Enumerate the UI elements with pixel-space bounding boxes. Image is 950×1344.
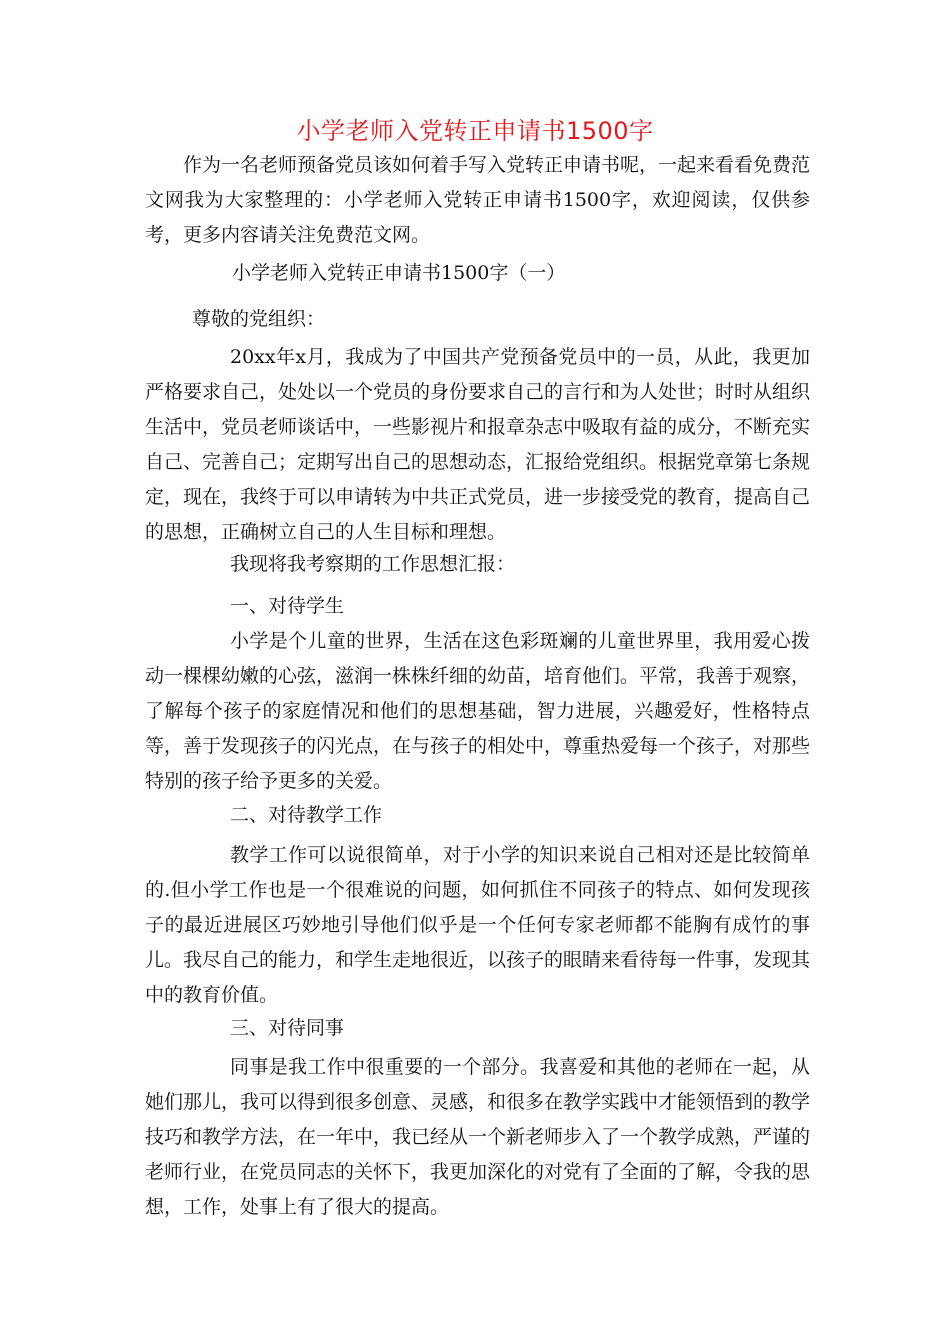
document-title: 小学老师入党转正申请书1500字 — [296, 117, 654, 145]
salutation: 尊敬的党组织： — [192, 308, 326, 330]
report-intro: 我现将我考察期的工作思想汇报： — [230, 553, 516, 575]
paragraph-2: 小学是个儿童的世界，生活在这色彩斑斓的儿童世界里，我用爱心拨动一棵棵幼嫩的心弦，滋润一株株纤细的幼苗，培育他们。平常，我善于观察，了解每个孩子的家庭情况和他们的思想基础，智力进展，兴趣爱好，性格特点等，善于发现孩子的闪光点，在与孩子的相处中，尊重热爱每一个孩子，对那些特别的孩子给予更多的关爱。 — [145, 630, 811, 792]
heading-colleagues: 三、对待同事 — [230, 1017, 345, 1039]
paragraph-1: 20xx年x月，我成为了中国共产党预备党员中的一员，从此，我更加严格要求自己，处处以一个党员的身份要求自己的言行和为人处世；时时从组织生活中，党员老师谈话中，一些影视片和报章杂志中吸取有益的成分，不断充实自己、完善自己；定期写出自己的思想动态，汇报给党组织。根据党章第七条规定，现在，我终于可以申请转为中共正式党员，进一步接受党的教育，提高自己的思想，正确树立自己的人生目标和理想。 — [145, 346, 811, 543]
heading-teaching: 二、对待教学工作 — [230, 804, 383, 826]
intro-paragraph: 作为一名老师预备党员该如何着手写入党转正申请书呢，一起来看看免费范文网我为大家整理的：小学老师入党转正申请书1500字，欢迎阅读，仅供参考，更多内容请关注免费范文网。 — [145, 154, 811, 246]
heading-students: 一、对待学生 — [230, 595, 345, 617]
paragraph-3: 教学工作可以说很简单，对于小学的知识来说自己相对还是比较简单的.但小学工作也是一个很难说的问题，如何抓住不同孩子的特点、如何发现孩子的最近进展区巧妙地引导他们似乎是一个任何专家老师都不能胸有成竹的事儿。我尽自己的能力，和学生走地很近，以孩子的眼睛来看待每一件事，发现其中的教育价值。 — [145, 844, 811, 1006]
section-subtitle: 小学老师入党转正申请书1500字（一） — [232, 262, 566, 284]
paragraph-4: 同事是我工作中很重要的一个部分。我喜爱和其他的老师在一起，从她们那儿，我可以得到很多创意、灵感，和很多在教学实践中才能领悟到的教学技巧和教学方法，在一年中，我已经从一个新老师步入了一个教学成熟，严谨的老师行业，在党员同志的关怀下，我更加深化的对党有了全面的了解，令我的思想，工作，处事上有了很大的提高。 — [145, 1056, 811, 1218]
